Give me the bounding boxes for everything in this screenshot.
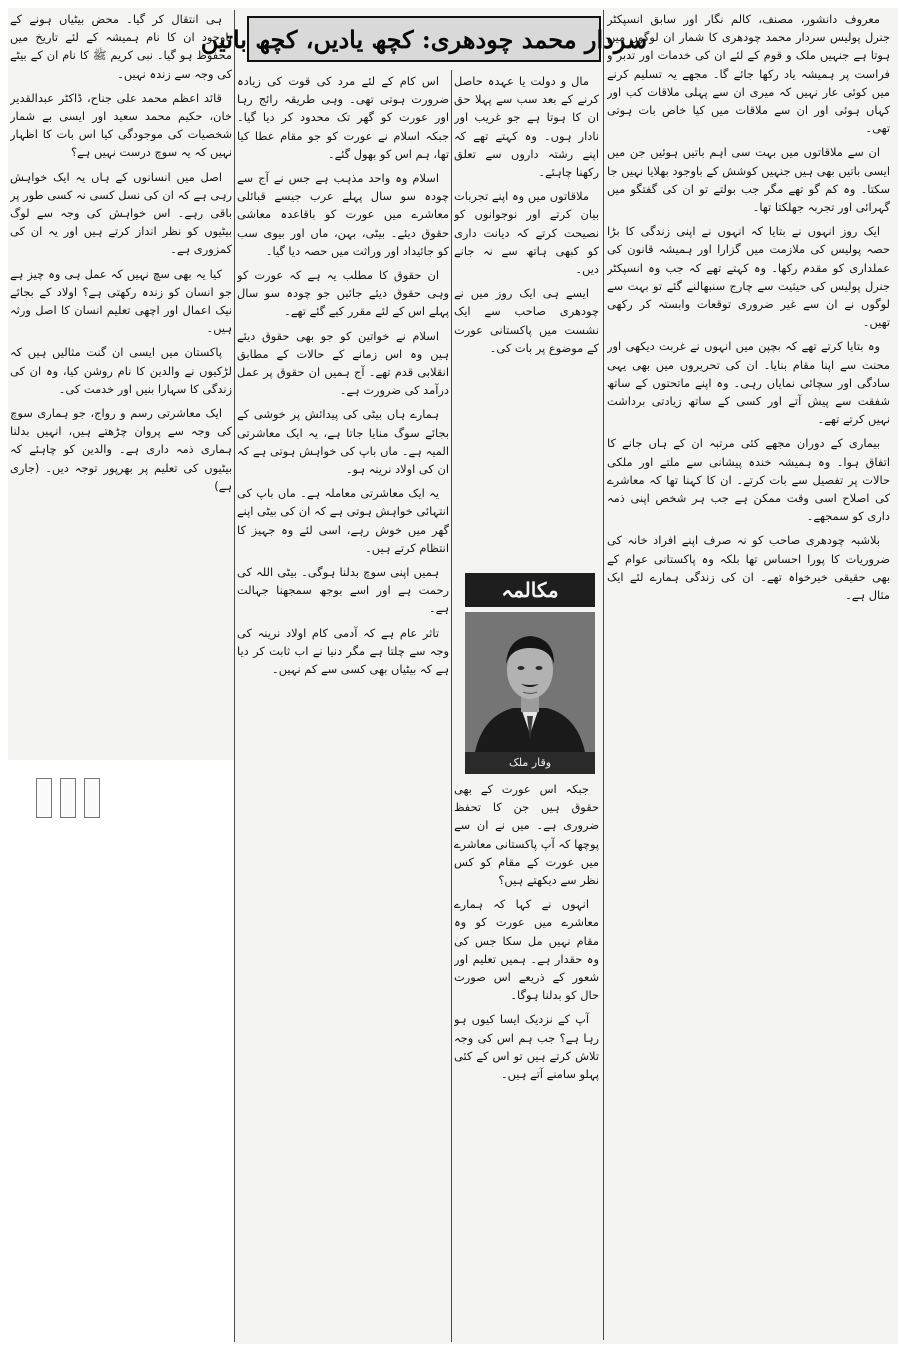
paragraph: وہ بتایا کرتے تھے کہ بچپن میں انہوں نے غربت دیکھی اور محنت سے اپنا مقام بنایا۔ ان کی تحریروں میں بھی یہی سادگی اور سچائی نمایاں رہی۔ وہ اپنے ماتحتوں کے ساتھ شفقت سے پیش آتے اور کسی کے ساتھ زیادتی برداشت نہیں کرتے تھے۔ [607, 339, 890, 427]
author-photo [465, 612, 595, 752]
paragraph: ان سے ملاقاتوں میں بہت سی اہم باتیں ہوئیں جن میں ایسی باتیں بھی ہیں جنہیں کوشش کے باوجود بھلایا نہیں جا سکتا۔ وہ کم گو تھے مگر جب بولتے تو ان کی گفتگو میں گہرائی اور تجربہ جھلکتا تھا۔ [607, 145, 890, 215]
scan-marks [36, 778, 156, 816]
paragraph: اصل میں انسانوں کے ہاں یہ ایک خواہش رہی ہے کہ ان کی نسل کسی نہ کسی طور پر باقی رہے۔ اس خواہش کی وجہ سے لوگ بیٹیوں کو نظر انداز کرتے ہیں اور یہ ان کی کمزوری ہے۔ [10, 169, 232, 257]
paragraph: اسلام وہ واحد مذہب ہے جس نے آج سے چودہ سو سال پہلے عرب جیسے قبائلی معاشرے میں عورت کو باقاعدہ معاشی حقوق دیئے۔ بیٹی، بہن، ماں اور بیوی سب کو جائیداد اور وراثت میں حصہ دیا گیا۔ [237, 171, 449, 258]
column-divider [451, 70, 452, 1342]
paragraph: اسلام نے خواتین کو جو بھی حقوق دیئے ہیں وہ اس زمانے کے حالات کے مطابق انقلابی قدم تھے۔ آج ہمیں ان حقوق پر عمل درآمد کی ضرورت ہے۔ [237, 328, 449, 398]
paragraph: معروف دانشور، مصنف، کالم نگار اور سابق انسپکٹر جنرل پولیس سردار محمد چودھری کا شمار ان لوگوں میں ہوتا ہے جنہیں ملک و قوم کے لئے ان کی خدمات اور تدبر و فراست پر ہمیشہ یاد رکھا جائے گا۔ مجھے یہ تسلیم کرنے میں کوئی عار نہیں کہ میری ان سے پہلی ملاقات کب اور کہاں ہوئی اور ان سے ملاقات میں کیا خاص بات ہوتی تھی۔ [607, 12, 890, 136]
paragraph: آپ کے نزدیک ایسا کیوں ہو رہا ہے؟ جب ہم اس کی وجہ تلاش کرتے ہیں تو اس کے کئی پہلو سامنے آتے ہیں۔ [454, 1012, 599, 1082]
paragraph: ہمارے ہاں بیٹی کی پیدائش پر خوشی کے بجائے سوگ منایا جاتا ہے، یہ ایک معاشرتی المیہ ہے۔ ماں باپ کی خواہش ہوتی ہے کہ ان کی اولاد نرینہ ہو۔ [237, 407, 449, 477]
paragraph: جبکہ اس عورت کے بھی حقوق ہیں جن کا تحفظ ضروری ہے۔ میں نے ان سے پوچھا کہ آپ پاکستانی معاشرے میں عورت کے مقام کو کس نظر سے دیکھتے ہیں؟ [454, 782, 599, 888]
paragraph: ایسے ہی ایک روز میں نے چودھری صاحب سے ایک نشست میں پاکستانی عورت کے موضوع پر بات کی۔ [454, 286, 599, 355]
paragraph: اس کام کے لئے مرد کی قوت کی زیادہ ضرورت ہوتی تھی۔ وہی طریقہ رائج رہا اور عورت کو گھر تک محدود کر دیا گیا۔ جبکہ اسلام نے عورت کو جو مقام عطا کیا تھا، ہم اس کو بھول گئے۔ [237, 74, 449, 161]
article-headline: سردار محمد چودھری: کچھ یادیں، کچھ باتیں [200, 24, 648, 54]
section-banner: مکالمہ [465, 573, 595, 607]
blank-area [8, 760, 234, 1348]
column-middle-wide [237, 72, 449, 1342]
paragraph: ایک معاشرتی رسم و رواج، جو ہماری سوچ کی وجہ سے پروان چڑھتے ہیں، انہیں بدلنا ہماری ذمہ داری ہے۔ والدین کو چاہئے کہ بیٹیوں کی تعلیم پر بھرپور توجہ دیں۔ (جاری ہے) [10, 406, 232, 493]
headline-box [200, 16, 648, 62]
paragraph: یہ ایک معاشرتی معاملہ ہے۔ ماں باپ کی انتہائی خواہش ہوتی ہے کہ ان کی بیٹی اپنے گھر میں خوش رہے، اسی لئے وہ جہیز کا انتظام کرتے ہیں۔ [237, 486, 449, 555]
paragraph: بلاشبہ چودھری صاحب کو نہ صرف اپنے افراد خانہ کی ضروریات کا پورا احساس تھا بلکہ وہ پاکستانی عوام کے بھی حقیقی خیرخواہ تھے۔ ان کی زندگی ہمارے لئے ایک مثال ہے۔ [607, 533, 890, 603]
paragraph: انہوں نے کہا کہ ہمارے معاشرے میں عورت کو وہ مقام نہیں مل سکا جس کی وہ حقدار ہے۔ ہمیں تعلیم اور شعور کے ذریعے اس صورت حال کو بدلنا ہوگا۔ [454, 897, 599, 1003]
paragraph: ہی انتقال کر گیا۔ محض بیٹیاں ہونے کے باوجود ان کا نام ہمیشہ کے لئے تاریخ میں محفوظ ہو گیا۔ نبی کریم ﷺ کا نام ان کے بیٹے کی وجہ سے زندہ نہیں۔ [10, 12, 232, 81]
paragraph: کیا یہ بھی سچ نہیں کہ عمل ہی وہ چیز ہے جو انسان کو زندہ رکھتی ہے؟ اولاد کے بجائے نیک اعمال اور اچھی تعلیم انسان کا اصل ورثہ ہیں۔ [10, 266, 232, 336]
paragraph: ہمیں اپنی سوچ بدلنا ہوگی۔ بیٹی اللہ کی رحمت ہے اور اسے بوجھ سمجھنا جہالت ہے۔ [237, 565, 449, 616]
page-margin [0, 0, 8, 1348]
column-divider [234, 10, 235, 1342]
scan-mark [36, 778, 52, 818]
paragraph: ایک روز انہوں نے بتایا کہ انہوں نے اپنی زندگی کا بڑا حصہ پولیس کی ملازمت میں گزارا اور ہمیشہ قانون کی عملداری کو مقدم رکھا۔ وہ کہتے تھے کہ جب وہ انسپکٹر جنرل پولیس کی حیثیت سے چارج سنبھالنے گئے تو بہت سے لوگوں نے ان سے غیر ضروری توقعات وابستہ کر رکھی تھیں۔ [607, 224, 890, 330]
byline-caption: وقار ملک [465, 752, 595, 774]
column-divider [603, 10, 604, 1340]
paragraph: مال و دولت یا عہدہ حاصل کرنے کے بعد سب سے پہلا حق ان کا ہوتا ہے جو غریب اور نادار ہوں۔ وہ کہتے تھے کہ اپنے رشتہ داروں سے تعلق رکھنا چاہئے۔ [454, 74, 599, 180]
paragraph: پاکستان میں ایسی ان گنت مثالیں ہیں کہ لڑکیوں نے والدین کا نام روشن کیا، وہ ان کی زندگی کا سہارا بنیں اور خدمت کی۔ [10, 345, 232, 396]
paragraph: قائد اعظم محمد علی جناح، ڈاکٹر عبدالقدیر خان، حکیم محمد سعید اور ایسی بے شمار شخصیات کی موجودگی کیا اس بات کا اظہار نہیں کہ یہ سوچ درست نہیں ہے؟ [10, 90, 232, 160]
paragraph: ان حقوق کا مطلب یہ ہے کہ عورت کو وہی حقوق دیئے جائیں جو چودہ سو سال پہلے اس کے لئے مقرر کیے گئے تھے۔ [237, 268, 449, 319]
paragraph: ملاقاتوں میں وہ اپنے تجربات بیان کرتے اور نوجوانوں کو نصیحت کرتے کہ دیانت داری کو کبھی ہاتھ سے نہ جانے دیں۔ [454, 189, 599, 277]
scan-mark [84, 778, 100, 818]
column-middle-narrow-lower [454, 780, 599, 1340]
scan-mark [60, 778, 76, 818]
portrait-illustration [465, 612, 595, 752]
paragraph: تاثر عام ہے کہ آدمی کام اولاد نرینہ کی وجہ سے چلتا ہے مگر دنیا نے اب ثابت کر دیا ہے کہ بیٹیاں بھی کسی سے کم نہیں۔ [237, 625, 449, 677]
column-right [607, 10, 890, 1332]
column-middle-narrow [454, 72, 599, 566]
paragraph: بیماری کے دوران مجھے کئی مرتبہ ان کے ہاں جانے کا اتفاق ہوا۔ وہ ہمیشہ خندہ پیشانی سے ملتے اور ملکی حالات پر تفصیل سے بات کرتے۔ ان کا کہنا تھا کہ معاشرے کی اصلاح اسی وقت ممکن ہے جب ہر شخص اپنی ذمہ داری کو سمجھے۔ [607, 436, 890, 524]
column-left [10, 10, 232, 758]
